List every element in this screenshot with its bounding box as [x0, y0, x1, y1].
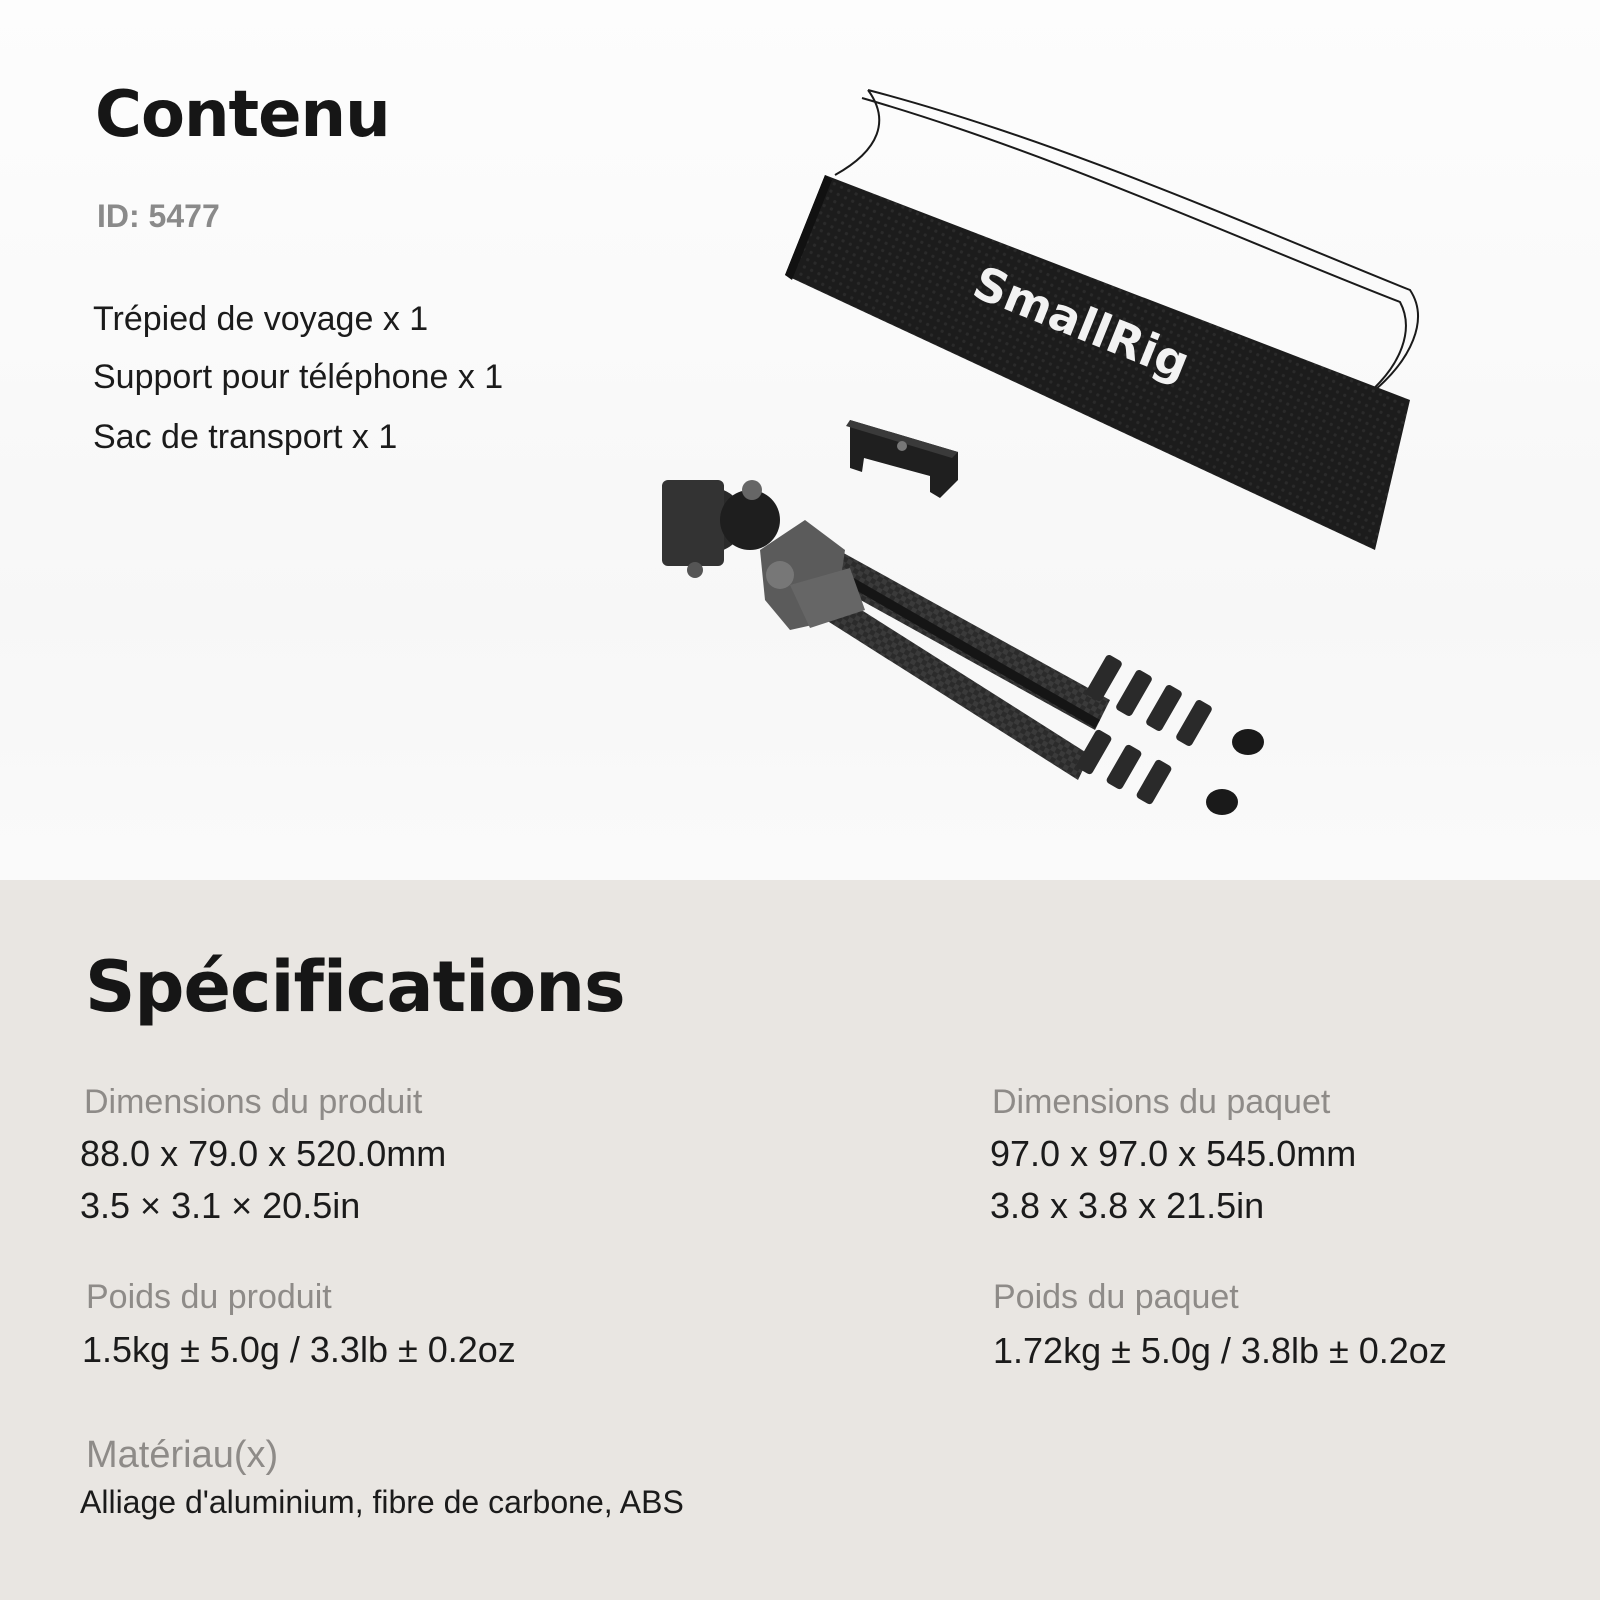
product-weight-label: Poids du produit: [86, 1278, 332, 1316]
package-weight-value: 1.72kg ± 5.0g / 3.8lb ± 0.2oz: [993, 1330, 1447, 1371]
product-id: ID: 5477: [97, 198, 220, 234]
product-dimensions-metric: 88.0 x 79.0 x 520.0mm: [80, 1133, 447, 1174]
product-weight-value: 1.5kg ± 5.0g / 3.3lb ± 0.2oz: [82, 1329, 516, 1370]
product-image: [640, 80, 1500, 840]
package-dimensions-imperial: 3.8 x 3.8 x 21.5in: [990, 1185, 1265, 1226]
carrying-bag: [785, 90, 1418, 550]
material-label: Matériau(x): [86, 1434, 279, 1476]
package-dimensions-label: Dimensions du paquet: [992, 1083, 1331, 1121]
bag-brand-logo: SmallRig: [965, 255, 1198, 391]
contents-item-phone-holder: Support pour téléphone x 1: [93, 358, 504, 396]
package-dimensions-metric: 97.0 x 97.0 x 545.0mm: [990, 1133, 1357, 1174]
product-dimensions-imperial: 3.5 × 3.1 × 20.5in: [80, 1185, 361, 1226]
package-weight-label: Poids du paquet: [993, 1278, 1239, 1316]
specifications-title: Spécifications: [85, 946, 625, 1028]
tripod: [662, 480, 1264, 815]
contents-item-tripod: Trépied de voyage x 1: [93, 300, 429, 338]
phone-holder: [846, 420, 958, 498]
material-value: Alliage d'aluminium, fibre de carbone, ABS: [80, 1484, 684, 1520]
contents-item-carrying-bag: Sac de transport x 1: [93, 418, 398, 456]
contents-title: Contenu: [95, 78, 390, 152]
product-dimensions-label: Dimensions du produit: [84, 1083, 423, 1121]
